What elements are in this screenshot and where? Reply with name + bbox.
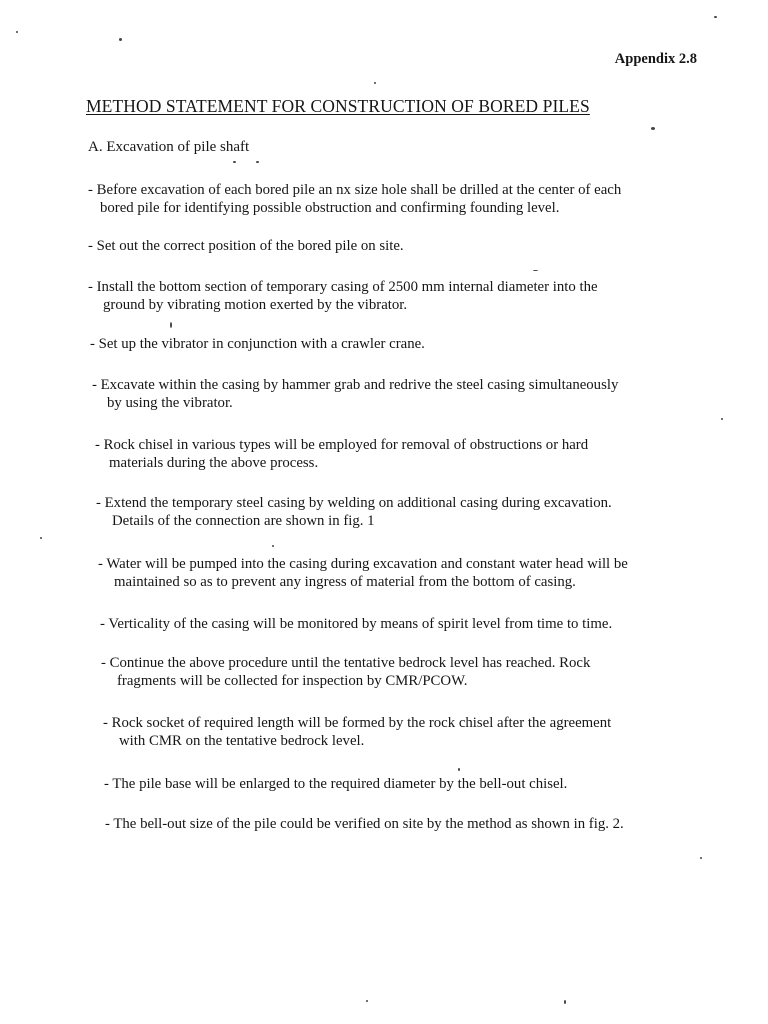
scan-speck bbox=[700, 857, 702, 859]
list-item bbox=[104, 776, 567, 794]
list-item bbox=[100, 616, 612, 634]
list-item bbox=[88, 238, 404, 256]
list-item bbox=[95, 437, 588, 472]
list-item-line: - Install the bottom section of temporary casing of 2500 mm internal diameter into the bbox=[88, 279, 598, 295]
list-item-line: by using the vibrator. bbox=[107, 394, 233, 411]
scan-speck bbox=[366, 1000, 368, 1002]
list-item-line: fragments will be collected for inspection by CMR/PCOW. bbox=[117, 672, 468, 689]
appendix-label: Appendix 2.8 bbox=[614, 51, 697, 67]
list-item-line: - Water will be pumped into the casing during excavation and constant water head will be bbox=[98, 556, 628, 572]
list-item-line: Details of the connection are shown in fig. 1 bbox=[112, 512, 375, 529]
list-item-line: - The pile base will be enlarged to the required diameter by the bell-out chisel. bbox=[104, 776, 568, 792]
list-item-line: - Before excavation of each bored pile an nx size hole shall be drilled at the center of each bbox=[88, 182, 622, 198]
scan-speck bbox=[119, 38, 122, 41]
list-item bbox=[98, 556, 628, 591]
list-item-line: materials during the above process. bbox=[109, 454, 319, 471]
list-item-line: ground by vibrating motion exerted by the vibrator. bbox=[103, 296, 408, 313]
list-item bbox=[88, 279, 598, 314]
list-item-line: - Set out the correct position of the bored pile on site. bbox=[88, 238, 404, 254]
scan-speck bbox=[458, 768, 460, 771]
scan-speck bbox=[374, 82, 376, 84]
list-item-line: - Verticality of the casing will be monitored by means of spirit level from time to time. bbox=[100, 616, 613, 632]
scan-speck bbox=[233, 161, 236, 163]
scan-speck bbox=[272, 545, 274, 547]
list-item bbox=[103, 715, 611, 750]
list-item bbox=[92, 377, 618, 412]
list-item-line: - Extend the temporary steel casing by welding on additional casing during excavation. bbox=[96, 495, 612, 511]
list-item-line: - Continue the above procedure until the tentative bedrock level has reached. Rock bbox=[101, 655, 591, 671]
list-item-line: - Rock socket of required length will be formed by the rock chisel after the agreement bbox=[103, 715, 612, 731]
list-item bbox=[96, 495, 612, 530]
list-item-line: - Rock chisel in various types will be employed for removal of obstructions or hard bbox=[95, 437, 589, 453]
list-item bbox=[90, 336, 425, 354]
list-item-line: bored pile for identifying possible obstruction and confirming founding level. bbox=[100, 199, 560, 216]
list-item-line: maintained so as to prevent any ingress of material from the bottom of casing. bbox=[114, 573, 576, 590]
list-item-line: - The bell-out size of the pile could be verified on site by the method as shown in fig. 2. bbox=[105, 816, 624, 832]
scan-speck bbox=[564, 1000, 566, 1004]
list-item bbox=[105, 816, 624, 834]
list-item bbox=[101, 655, 590, 690]
section-heading: A. Excavation of pile shaft bbox=[88, 139, 250, 155]
scan-speck bbox=[170, 322, 172, 328]
scan-speck bbox=[40, 537, 42, 539]
page-title: METHOD STATEMENT FOR CONSTRUCTION OF BORED PILES bbox=[86, 96, 590, 116]
list-item-line: - Set up the vibrator in conjunction with a crawler crane. bbox=[90, 336, 425, 352]
scan-speck bbox=[721, 418, 723, 420]
scan-speck bbox=[256, 161, 259, 163]
list-item-line: - Excavate within the casing by hammer grab and redrive the steel casing simultaneously bbox=[92, 377, 619, 393]
list-item-line: with CMR on the tentative bedrock level. bbox=[119, 732, 365, 749]
list-item bbox=[88, 182, 621, 217]
scan-speck bbox=[533, 270, 538, 271]
scan-speck bbox=[16, 31, 18, 33]
scan-speck bbox=[651, 127, 655, 130]
scan-speck bbox=[714, 16, 717, 18]
